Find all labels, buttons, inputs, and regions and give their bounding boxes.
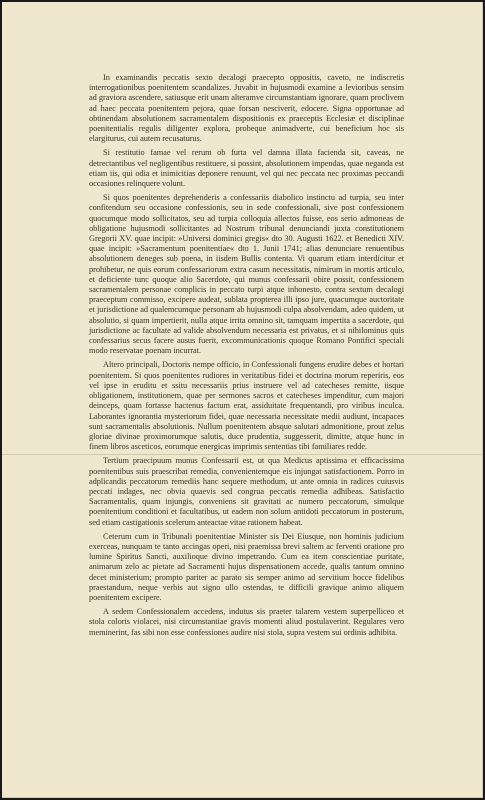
paragraph-medicus: Tertium praecipuum munus Confessarii est, ut qua Medicus aptissima et efficacissima poenitentibus suis praescribat remedia, convenientemque eis injungat satisfactionem. Porro in adplicandis peccatorum remediis hanc sequere methodum, ut ante omnia in radices cuiusvis peccati indages, nec obvia quaevis sed congrua peccatis remedia adhibeas. Satisfactio Sacramentalis, quam injungis, conveniens sit gravitati ac numero peccatorum, simulque poenitentium conditioni et facultatibus, ut eadem non solum antidoti peccatorum in posterum, sed etiam castigationis scelerum anteactae vitae rationem habeat. bbox=[89, 456, 404, 527]
paragraph-examination: In examinandis peccatis sexto decalogi praecepto oppositis, caveto, ne indiscretis interrogationibus poenitentem scandalizes. Juvabit in hujusmodi examine a levioribus sensim ad graviora ascendere, satiusque erit unam alteramve circumstantiam ignorare, quam proclivem ad haec peccata poenitentem pejora, quae forsan nesciverit, edocere. Signa opportunae ad obtinendam absolutionem sacramentalem dispositionis ex praeceptis Ecclesiæ et disciplinae poenitentialis regulis diligenter explora, probeque animadverte, cui beneficium hoc sis elargiturus, cui autem recusaturus. bbox=[89, 73, 404, 144]
paragraph-sollicitation: Si quos poenitentes deprehenderis a confessariis diabolico instinctu ad turpia, seu inter confitendum seu occasione confessionis, seu in sede confessionali, sive post confessionem quocumque modo sollicitatos, seu ad turpia colloquia allectos fuisse, eos serio admoneas de obligatione hujusmodi sollicitantes ad Nostrum tribunal denunciandi juxta constitutionem Gregorii XV. quae incipit: »Universi dominici gregis« dto 30. Augusti 1622. et Benedicti XIV. quae incipit: »Sacramentum poenitentiae« dto 1. Junii 1741; alias denunciare renuentibus absolutionem deneges sub poena, in iisdem Bullis contenta. Vi quarum etiam interdicitur et prohibetur, ne quis eorum confessariorum extra casum necessitatis, nimirum in mortis articulo, et deficiente tunc quoque alio Sacerdote, qui munus confessarii obire possit, confessionem sacramentalem personae complicis in peccato turpi atque inhonesto, contra sextum decalogi praeceptum commisso, excipere audeat, sublata propterea illi ipso jure, quacumque auctoritate et jurisdictione ad qualemcumque personam ab hujusmodi culpa absolvendam, adeo quidem, ut absolutio, si quam impertierit, nulla atque irrita omnino sit, tamquam impertita a sacerdote, qui jurisdictione ac facultate ad valide absolvendum necessaria est privatus, et si nihilominus quis confessarius secus facere ausus fuerit, excommunicationis quoque Romano Pontifici speciali modo reservatae poenam incurrat. bbox=[89, 193, 404, 356]
document-body bbox=[89, 73, 404, 642]
document-page bbox=[2, 2, 483, 798]
paragraph-vestments: A sedem Confessionalem accedens, indutus sis praeter talarem vestem superpelliceo et stola coloris violacei, nisi circumstantiae gravis momenti aliud postulaverint. Regulares vero meminerint, fas sibi non esse confessiones audire nisi stola, supra vestem sui ordinis adhibita. bbox=[89, 607, 404, 637]
paragraph-restitution: Si restitutio famae vel rerum ob furta vel damna illata facienda sit, caveas, ne detrectantibus vel negligentibus restituere, si possint, absolutionem impendas, quae neganda est etiam iis, qui odia et inimicitias deponere renuunt, vel qui nec peccata nec proximas peccandi occasiones relinquere volunt. bbox=[89, 148, 404, 189]
paragraph-minister: Ceterum cum in Tribunali poenitentiae Minister sis Dei Eiusque, non hominis judicium exerceas, nunquam te tanto accingas operi, nisi praemissa brevi saltem ac ferventi oratione pro lumine Spiritus Sancti, auxilioque divino impetrando. Cum ea item conscientiae puritate, animarum zelo ac pietate ad Sacramenti hujus dispensationem accede, qualis tantum omnino decet ministerium; prompto pariter ac parato sis semper animo ad servitium hocce fidelibus praestandum, neque verbis aut signo ullo ostendas, te difficili gravique animo aliquem poenitentem excipere. bbox=[89, 531, 404, 602]
paragraph-doctor-office: Altero principali, Doctoris nempe officio, in Confessionali fungens erudire debes et hortari poenitentem. Si quos poenitentes rudiores in veritatibus fidei et doctrina morum reperiris, eos vel ipse in eruditu et ssitu necessariis prius instruere vel ad catecheses remitte, iisque obligationem, institutionem, quae per sermones sacros et catecheses impenditur, cum majori deinceps, quam fortasse hactenus factum erat, assiduitate frequentandi, pro viribus inculca. Laborantes ignorantia mysteriorum fidei, quae necessaria necessitate medii audiunt, incapaces sunt sacramentalis absolutionis. Nullum poenitentem absque salutari admonitione, prout zelus gloriae divinae proximorumque salutis, duce prudentia, suggesserit, dimitte, atque hunc in finem libros asceticos, eorumque energicas imprimis sententias tibi familiares redde. bbox=[89, 360, 404, 452]
